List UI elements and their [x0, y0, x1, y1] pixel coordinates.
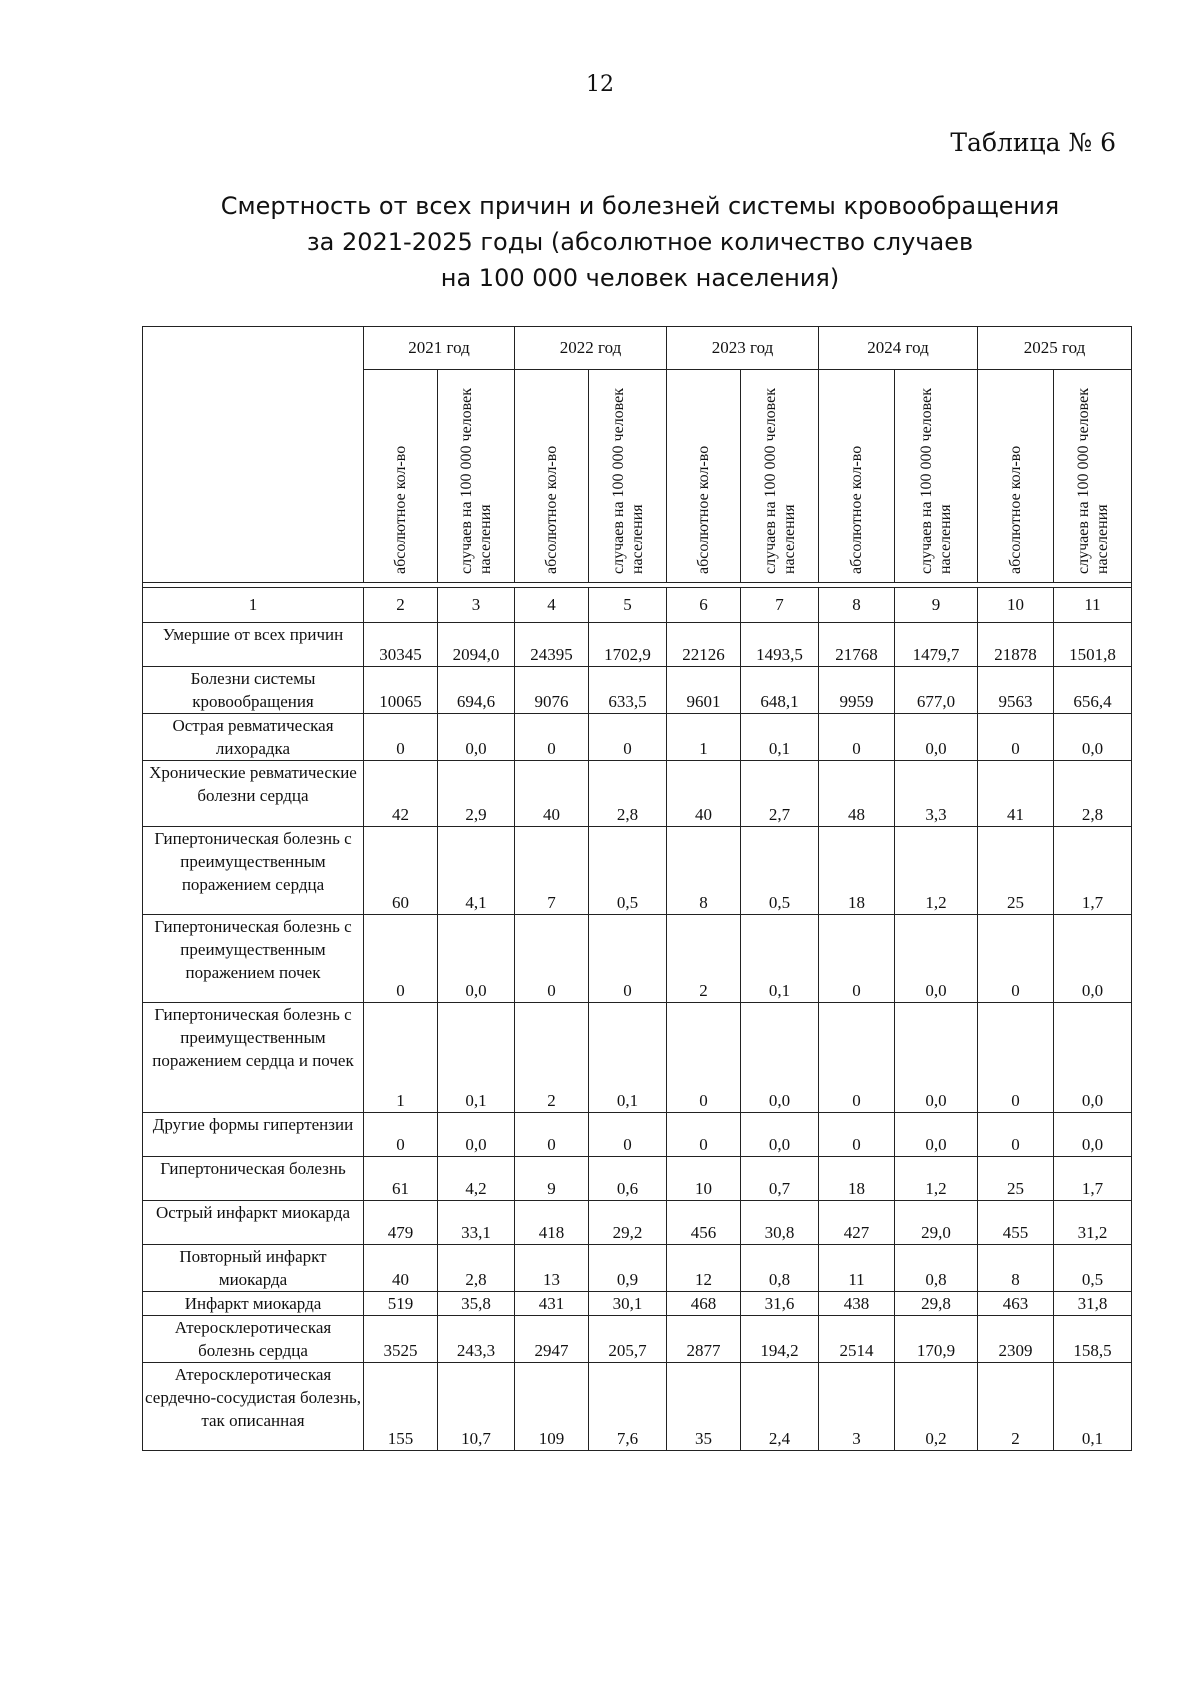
absolute-count-cell: 1: [364, 1003, 438, 1113]
absolute-count-cell: 438: [819, 1292, 895, 1316]
absolute-count-cell: 1: [667, 714, 741, 761]
row-label: Атеросклеротическая болезнь сердца: [143, 1316, 364, 1363]
absolute-count-cell: 11: [819, 1245, 895, 1292]
rate-per-100k-cell: 29,8: [895, 1292, 978, 1316]
rate-per-100k-cell: 1,7: [1054, 1157, 1132, 1201]
rate-per-100k-cell: 0,0: [1054, 1113, 1132, 1157]
absolute-count-cell: 9: [515, 1157, 589, 1201]
table-row: [143, 1003, 1132, 1113]
absolute-count-cell: 12: [667, 1245, 741, 1292]
absolute-count-cell: 463: [978, 1292, 1054, 1316]
absolute-count-cell: 9601: [667, 667, 741, 714]
absolute-count-cell: 2514: [819, 1316, 895, 1363]
rate-per-100k-cell: 0,7: [741, 1157, 819, 1201]
column-number: 2: [364, 588, 438, 623]
table-title: [200, 188, 1080, 296]
absolute-count-cell: 30345: [364, 623, 438, 667]
row-label: Атеросклеротическая сердечно-сосудистая болезнь, так описанная: [143, 1363, 364, 1451]
rate-per-100k-cell: 0,5: [1054, 1245, 1132, 1292]
absolute-count-cell: 427: [819, 1201, 895, 1245]
rate-per-100k-cell: 4,2: [438, 1157, 515, 1201]
table-row: [143, 761, 1132, 827]
absolute-count-cell: 60: [364, 827, 438, 915]
subheader-per-100k: случаев на 100 000 человек населения: [458, 387, 494, 574]
subheader-cell: [741, 370, 819, 583]
subheader-per-100k: случаев на 100 000 человек населения: [1074, 387, 1111, 574]
table-row: [143, 623, 1132, 667]
absolute-count-cell: 18: [819, 1157, 895, 1201]
rate-per-100k-cell: 2094,0: [438, 623, 515, 667]
subheader-per-100k: случаев на 100 000 человек населения: [918, 387, 954, 574]
rate-per-100k-cell: 0,0: [1054, 714, 1132, 761]
table-row: [143, 1363, 1132, 1451]
rate-per-100k-cell: 656,4: [1054, 667, 1132, 714]
absolute-count-cell: 456: [667, 1201, 741, 1245]
rate-per-100k-cell: 2,8: [589, 761, 667, 827]
column-number: 7: [741, 588, 819, 623]
subheader-absolute: абсолютное кол-во: [392, 445, 409, 574]
subheader-cell: [895, 370, 978, 583]
absolute-count-cell: 0: [978, 1003, 1054, 1113]
rate-per-100k-cell: 0,8: [895, 1245, 978, 1292]
subheader-cell: [1054, 370, 1132, 583]
absolute-count-cell: 13: [515, 1245, 589, 1292]
rate-per-100k-cell: 0,1: [1054, 1363, 1132, 1451]
rate-per-100k-cell: 2,8: [438, 1245, 515, 1292]
absolute-count-cell: 0: [667, 1113, 741, 1157]
row-label: Острая ревматическая лихорадка: [143, 714, 364, 761]
rate-per-100k-cell: 4,1: [438, 827, 515, 915]
absolute-count-cell: 40: [515, 761, 589, 827]
page-number: 12: [586, 72, 614, 97]
rate-per-100k-cell: 158,5: [1054, 1316, 1132, 1363]
absolute-count-cell: 418: [515, 1201, 589, 1245]
rate-per-100k-cell: 0,0: [741, 1113, 819, 1157]
absolute-count-cell: 0: [978, 915, 1054, 1003]
column-number: 3: [438, 588, 515, 623]
absolute-count-cell: 0: [515, 714, 589, 761]
rate-per-100k-cell: 0,0: [1054, 1003, 1132, 1113]
absolute-count-cell: 0: [819, 1113, 895, 1157]
rate-per-100k-cell: 1,2: [895, 827, 978, 915]
row-label: Гипертоническая болезнь: [143, 1157, 364, 1201]
rate-per-100k-cell: 0,2: [895, 1363, 978, 1451]
absolute-count-cell: 0: [819, 915, 895, 1003]
rate-per-100k-cell: 0,6: [589, 1157, 667, 1201]
absolute-count-cell: 2947: [515, 1316, 589, 1363]
absolute-count-cell: 2309: [978, 1316, 1054, 1363]
absolute-count-cell: 0: [819, 714, 895, 761]
rate-per-100k-cell: 35,8: [438, 1292, 515, 1316]
absolute-count-cell: 431: [515, 1292, 589, 1316]
table-row: [143, 1201, 1132, 1245]
subheader-per-100k: случаев на 100 000 человек населения: [609, 387, 646, 574]
rate-per-100k-cell: 1479,7: [895, 623, 978, 667]
absolute-count-cell: 3: [819, 1363, 895, 1451]
rate-per-100k-cell: 1501,8: [1054, 623, 1132, 667]
rate-per-100k-cell: 31,6: [741, 1292, 819, 1316]
absolute-count-cell: 25: [978, 1157, 1054, 1201]
absolute-count-cell: 40: [364, 1245, 438, 1292]
absolute-count-cell: 10: [667, 1157, 741, 1201]
absolute-count-cell: 468: [667, 1292, 741, 1316]
row-label: Гипертоническая болезнь с преимущественным поражением почек: [143, 915, 364, 1003]
rate-per-100k-cell: 2,7: [741, 761, 819, 827]
absolute-count-cell: 155: [364, 1363, 438, 1451]
rate-per-100k-cell: 0: [589, 714, 667, 761]
absolute-count-cell: 2877: [667, 1316, 741, 1363]
absolute-count-cell: 41: [978, 761, 1054, 827]
absolute-count-cell: 3525: [364, 1316, 438, 1363]
column-number: 11: [1054, 588, 1132, 623]
row-label: Умершие от всех причин: [143, 623, 364, 667]
absolute-count-cell: 40: [667, 761, 741, 827]
column-number: 9: [895, 588, 978, 623]
absolute-count-cell: 21768: [819, 623, 895, 667]
subheader-absolute: абсолютное кол-во: [848, 445, 865, 574]
subheader-cell: [667, 370, 741, 583]
rate-per-100k-cell: 0,0: [1054, 915, 1132, 1003]
rate-per-100k-cell: 0,0: [438, 915, 515, 1003]
title-line: на 100 000 человек населения): [440, 264, 840, 292]
absolute-count-cell: 21878: [978, 623, 1054, 667]
absolute-count-cell: 0: [978, 1113, 1054, 1157]
rate-per-100k-cell: 2,4: [741, 1363, 819, 1451]
title-line: за 2021-2025 годы (абсолютное количество случаев: [306, 228, 974, 256]
rate-per-100k-cell: 194,2: [741, 1316, 819, 1363]
absolute-count-cell: 479: [364, 1201, 438, 1245]
subheader-cell: [819, 370, 895, 583]
absolute-count-cell: 7: [515, 827, 589, 915]
subheader-per-100k: случаев на 100 000 человек населения: [761, 387, 798, 574]
column-number: 4: [515, 588, 589, 623]
rate-per-100k-cell: 29,2: [589, 1201, 667, 1245]
row-label: Инфаркт миокарда: [143, 1292, 364, 1316]
absolute-count-cell: 22126: [667, 623, 741, 667]
column-number-row: [143, 588, 1132, 623]
absolute-count-cell: 9076: [515, 667, 589, 714]
absolute-count-cell: 18: [819, 827, 895, 915]
rate-per-100k-cell: 0,0: [438, 1113, 515, 1157]
absolute-count-cell: 24395: [515, 623, 589, 667]
year-header-row: [143, 327, 1132, 370]
year-header: 2025 год: [978, 327, 1132, 370]
absolute-count-cell: 0: [667, 1003, 741, 1113]
table-row: [143, 1157, 1132, 1201]
column-number: 8: [819, 588, 895, 623]
row-label-header: [143, 327, 364, 583]
rate-per-100k-cell: 29,0: [895, 1201, 978, 1245]
subheader-absolute: абсолютное кол-во: [1007, 445, 1024, 574]
absolute-count-cell: 0: [819, 1003, 895, 1113]
rate-per-100k-cell: 1493,5: [741, 623, 819, 667]
rate-per-100k-cell: 677,0: [895, 667, 978, 714]
rate-per-100k-cell: 0,1: [438, 1003, 515, 1113]
year-header: 2021 год: [364, 327, 515, 370]
absolute-count-cell: 25: [978, 827, 1054, 915]
rate-per-100k-cell: 0,0: [895, 915, 978, 1003]
subheader-cell: [515, 370, 589, 583]
rate-per-100k-cell: 0,1: [741, 714, 819, 761]
absolute-count-cell: 455: [978, 1201, 1054, 1245]
table-row: [143, 915, 1132, 1003]
column-number: 5: [589, 588, 667, 623]
rate-per-100k-cell: 0,9: [589, 1245, 667, 1292]
column-number: 10: [978, 588, 1054, 623]
column-number: 1: [143, 588, 364, 623]
absolute-count-cell: 0: [364, 1113, 438, 1157]
title-line: Смертность от всех причин и болезней системы кровообращения: [220, 192, 1060, 220]
rate-per-100k-cell: 31,2: [1054, 1201, 1132, 1245]
rate-per-100k-cell: 694,6: [438, 667, 515, 714]
absolute-count-cell: 109: [515, 1363, 589, 1451]
subheader-cell: [364, 370, 438, 583]
row-label: Острый инфаркт миокарда: [143, 1201, 364, 1245]
rate-per-100k-cell: 0,0: [741, 1003, 819, 1113]
row-label: Болезни системы кровообращения: [143, 667, 364, 714]
year-header: 2022 год: [515, 327, 667, 370]
absolute-count-cell: 2: [515, 1003, 589, 1113]
rate-per-100k-cell: 0,0: [895, 1113, 978, 1157]
absolute-count-cell: 48: [819, 761, 895, 827]
absolute-count-cell: 10065: [364, 667, 438, 714]
absolute-count-cell: 519: [364, 1292, 438, 1316]
subheader-absolute: абсолютное кол-во: [695, 445, 712, 574]
rate-per-100k-cell: 0: [589, 1113, 667, 1157]
row-label: Другие формы гипертензии: [143, 1113, 364, 1157]
absolute-count-cell: 35: [667, 1363, 741, 1451]
rate-per-100k-cell: 0,8: [741, 1245, 819, 1292]
mortality-table: [142, 326, 1132, 1451]
absolute-count-cell: 42: [364, 761, 438, 827]
rate-per-100k-cell: 10,7: [438, 1363, 515, 1451]
absolute-count-cell: 0: [515, 1113, 589, 1157]
rate-per-100k-cell: 30,1: [589, 1292, 667, 1316]
row-label: Гипертоническая болезнь с преимущественным поражением сердца и почек: [143, 1003, 364, 1113]
rate-per-100k-cell: 7,6: [589, 1363, 667, 1451]
rate-per-100k-cell: 0,1: [589, 1003, 667, 1113]
row-label: Гипертоническая болезнь с преимущественным поражением сердца: [143, 827, 364, 915]
rate-per-100k-cell: 170,9: [895, 1316, 978, 1363]
table-row: [143, 1113, 1132, 1157]
absolute-count-cell: 9959: [819, 667, 895, 714]
rate-per-100k-cell: 0,0: [895, 1003, 978, 1113]
table-row: [143, 1292, 1132, 1316]
absolute-count-cell: 2: [667, 915, 741, 1003]
table-row: [143, 667, 1132, 714]
subheader-cell: [589, 370, 667, 583]
subheader-absolute: абсолютное кол-во: [543, 445, 560, 574]
absolute-count-cell: 0: [515, 915, 589, 1003]
rate-per-100k-cell: 1,2: [895, 1157, 978, 1201]
rate-per-100k-cell: 243,3: [438, 1316, 515, 1363]
rate-per-100k-cell: 0: [589, 915, 667, 1003]
table-row: [143, 827, 1132, 915]
rate-per-100k-cell: 648,1: [741, 667, 819, 714]
rate-per-100k-cell: 33,1: [438, 1201, 515, 1245]
table-row: [143, 1316, 1132, 1363]
year-header: 2024 год: [819, 327, 978, 370]
absolute-count-cell: 0: [978, 714, 1054, 761]
rate-per-100k-cell: 0,1: [741, 915, 819, 1003]
absolute-count-cell: 8: [667, 827, 741, 915]
rate-per-100k-cell: 633,5: [589, 667, 667, 714]
column-number: 6: [667, 588, 741, 623]
table-row: [143, 1245, 1132, 1292]
row-label: Повторный инфаркт миокарда: [143, 1245, 364, 1292]
absolute-count-cell: 61: [364, 1157, 438, 1201]
rate-per-100k-cell: 2,9: [438, 761, 515, 827]
rate-per-100k-cell: 0,0: [438, 714, 515, 761]
table-row: [143, 714, 1132, 761]
rate-per-100k-cell: 1,7: [1054, 827, 1132, 915]
year-header: 2023 год: [667, 327, 819, 370]
absolute-count-cell: 9563: [978, 667, 1054, 714]
row-label: Хронические ревматические болезни сердца: [143, 761, 364, 827]
rate-per-100k-cell: 2,8: [1054, 761, 1132, 827]
absolute-count-cell: 2: [978, 1363, 1054, 1451]
rate-per-100k-cell: 0,0: [895, 714, 978, 761]
rate-per-100k-cell: 1702,9: [589, 623, 667, 667]
rate-per-100k-cell: 205,7: [589, 1316, 667, 1363]
rate-per-100k-cell: 3,3: [895, 761, 978, 827]
absolute-count-cell: 0: [364, 714, 438, 761]
rate-per-100k-cell: 30,8: [741, 1201, 819, 1245]
absolute-count-cell: 8: [978, 1245, 1054, 1292]
rate-per-100k-cell: 0,5: [741, 827, 819, 915]
rate-per-100k-cell: 0,5: [589, 827, 667, 915]
absolute-count-cell: 0: [364, 915, 438, 1003]
table-label: Таблица № 6: [950, 128, 1116, 157]
subheader-cell: [438, 370, 515, 583]
subheader-cell: [978, 370, 1054, 583]
rate-per-100k-cell: 31,8: [1054, 1292, 1132, 1316]
